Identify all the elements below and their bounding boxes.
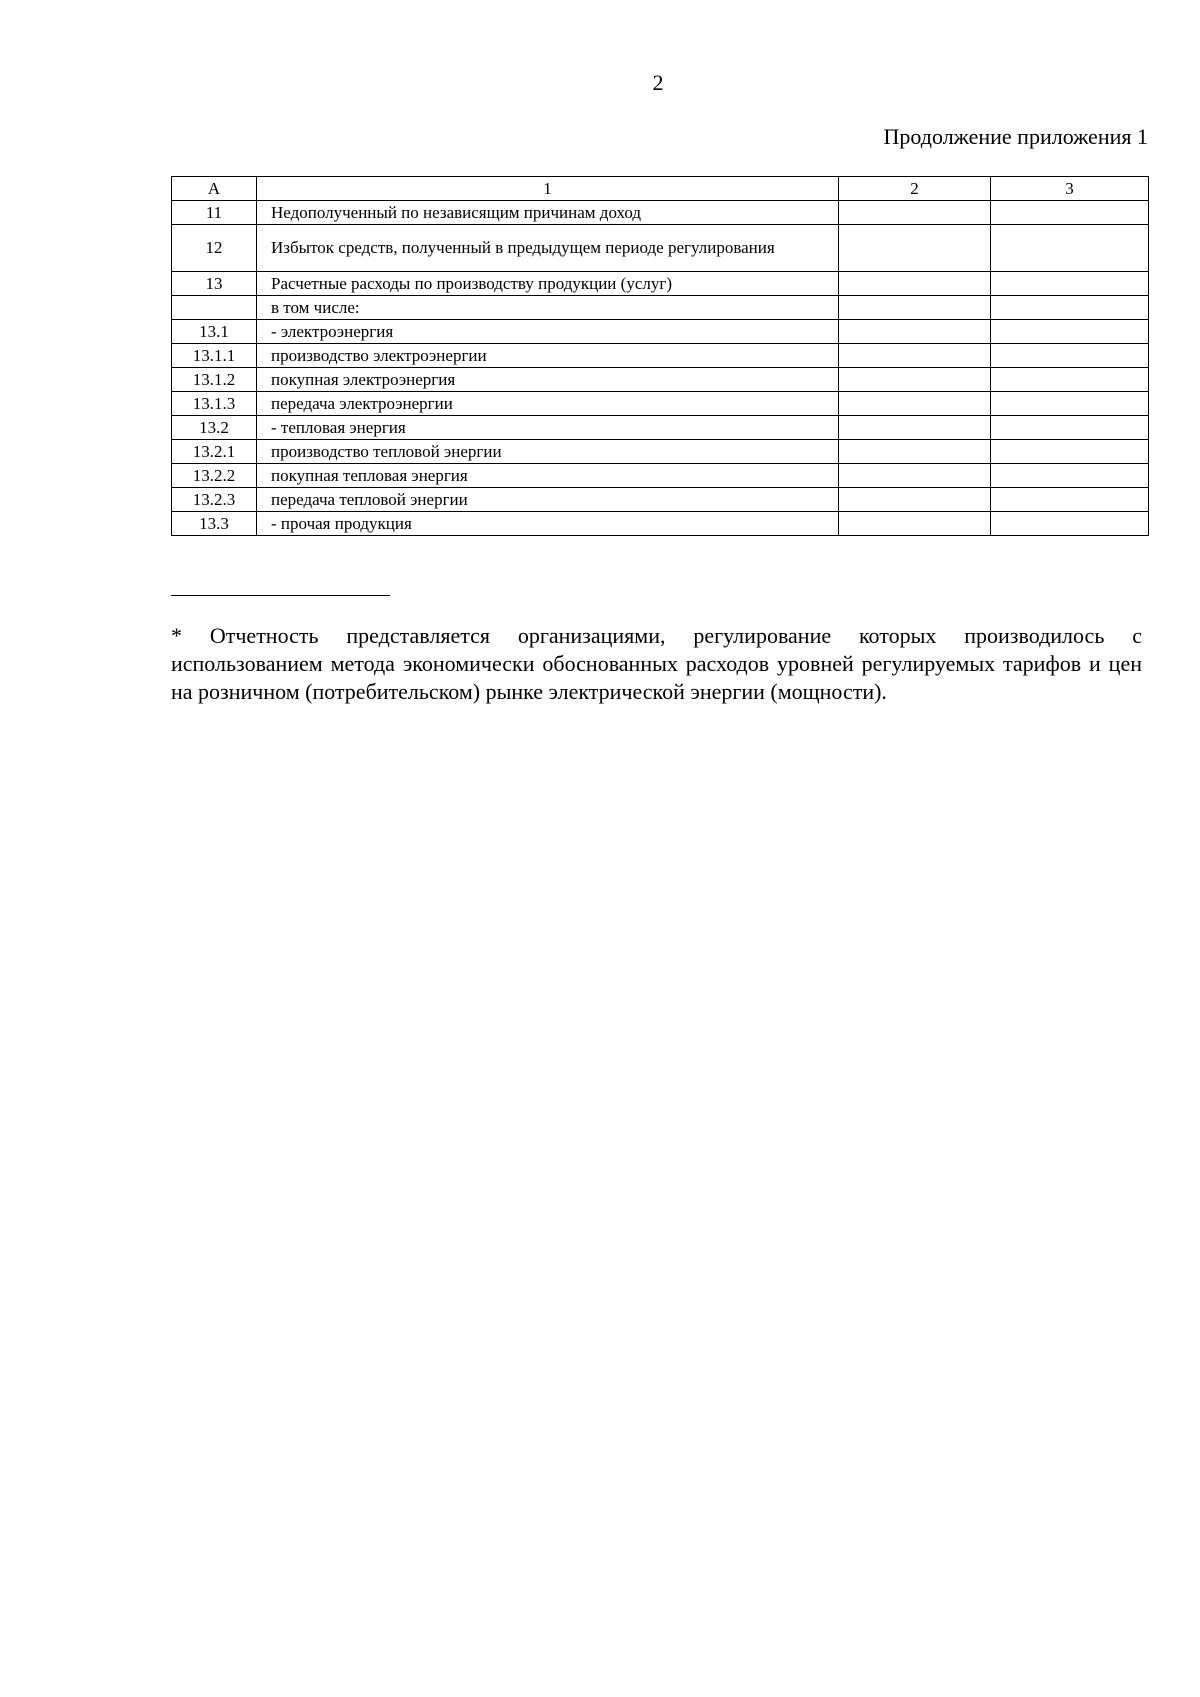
table-row	[172, 488, 1149, 512]
row-name: Расчетные расходы по производству продукции (услуг)	[257, 272, 839, 296]
table-row	[172, 225, 1149, 272]
table-row	[172, 201, 1149, 225]
row-code: 13.2.1	[172, 440, 257, 464]
table-row	[172, 344, 1149, 368]
column-header-3: 3	[991, 177, 1149, 201]
row-name: производство электроэнергии	[257, 344, 839, 368]
row-code: 13.1	[172, 320, 257, 344]
row-name: в том числе:	[257, 296, 839, 320]
table-row	[172, 392, 1149, 416]
table-row	[172, 416, 1149, 440]
row-value-3	[991, 488, 1149, 512]
column-header-a: А	[172, 177, 257, 201]
row-value-3	[991, 320, 1149, 344]
footnote-separator	[171, 595, 390, 596]
row-name: Недополученный по независящим причинам доход	[257, 201, 839, 225]
page-number: 2	[652, 70, 664, 95]
row-value-3	[991, 296, 1149, 320]
row-code: 13.1.1	[172, 344, 257, 368]
row-value-3	[991, 225, 1149, 272]
row-name: передача тепловой энергии	[257, 488, 839, 512]
row-name: - прочая продукция	[257, 512, 839, 536]
row-value-3	[991, 344, 1149, 368]
row-value-3	[991, 368, 1149, 392]
footnote-text: * Отчетность представляется организациями, регулирование которых производилось с использованием метода экономически обоснованных расходов уровней регулируемых тарифов и цен на розничном (потребительском) рынке электрической энергии (мощности).	[171, 623, 1142, 704]
appendix-continuation-label: Продолжение приложения 1	[883, 124, 1148, 149]
row-code: 13.2.3	[172, 488, 257, 512]
row-name: производство тепловой энергии	[257, 440, 839, 464]
row-value-2	[839, 416, 991, 440]
row-value-2	[839, 225, 991, 272]
row-value-3	[991, 512, 1149, 536]
report-table	[171, 176, 1149, 536]
row-name: покупная электроэнергия	[257, 368, 839, 392]
row-value-2	[839, 392, 991, 416]
row-code: 13	[172, 272, 257, 296]
row-value-3	[991, 201, 1149, 225]
row-value-2	[839, 320, 991, 344]
row-value-2	[839, 488, 991, 512]
row-code	[172, 296, 257, 320]
row-value-2	[839, 344, 991, 368]
row-code: 13.1.3	[172, 392, 257, 416]
table-row	[172, 464, 1149, 488]
row-value-3	[991, 416, 1149, 440]
row-name: - тепловая энергия	[257, 416, 839, 440]
row-code: 13.3	[172, 512, 257, 536]
row-value-2	[839, 512, 991, 536]
table-row	[172, 320, 1149, 344]
row-value-3	[991, 464, 1149, 488]
row-value-2	[839, 296, 991, 320]
table-row	[172, 440, 1149, 464]
row-code: 13.2	[172, 416, 257, 440]
row-value-2	[839, 272, 991, 296]
table-row	[172, 512, 1149, 536]
table-header-row	[172, 177, 1149, 201]
row-name: покупная тепловая энергия	[257, 464, 839, 488]
row-name: - электроэнергия	[257, 320, 839, 344]
column-header-2: 2	[839, 177, 991, 201]
row-value-3	[991, 440, 1149, 464]
row-value-3	[991, 392, 1149, 416]
row-value-2	[839, 440, 991, 464]
row-code: 13.1.2	[172, 368, 257, 392]
row-value-2	[839, 201, 991, 225]
column-header-1: 1	[257, 177, 839, 201]
table-row	[172, 296, 1149, 320]
row-value-2	[839, 368, 991, 392]
row-code: 12	[172, 225, 257, 272]
table-row	[172, 368, 1149, 392]
row-code: 11	[172, 201, 257, 225]
row-code: 13.2.2	[172, 464, 257, 488]
row-value-3	[991, 272, 1149, 296]
row-name: Избыток средств, полученный в предыдущем периоде регулирования	[257, 225, 839, 272]
row-name: передача электроэнергии	[257, 392, 839, 416]
table-row	[172, 272, 1149, 296]
row-value-2	[839, 464, 991, 488]
